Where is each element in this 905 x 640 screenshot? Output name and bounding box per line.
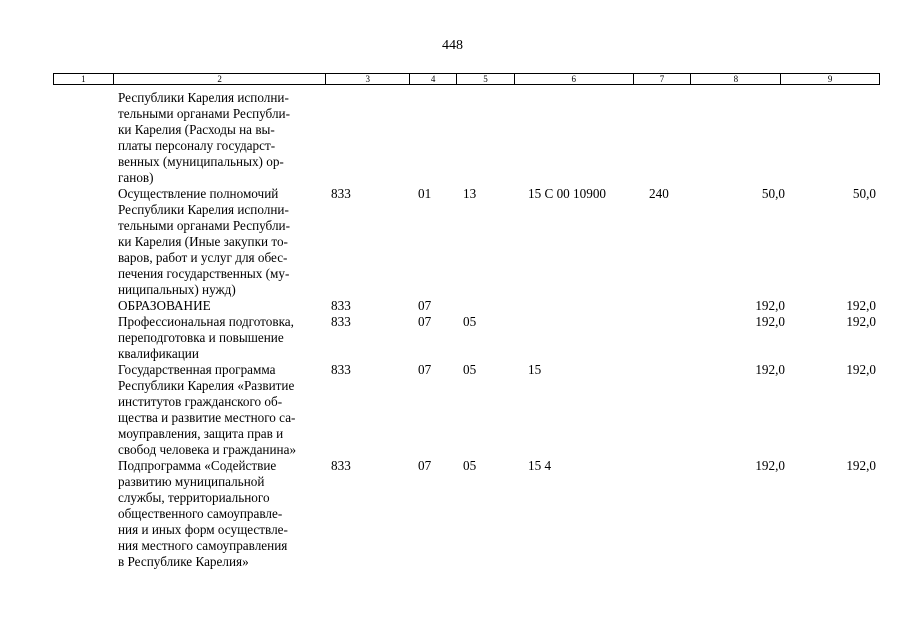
row-col-9: 192,0 xyxy=(846,314,876,329)
column-number-7: 7 xyxy=(634,74,692,84)
column-number-6: 6 xyxy=(515,74,634,84)
column-number-4: 4 xyxy=(410,74,457,84)
row-name: ОБРАЗОВАНИЕ xyxy=(118,298,211,313)
row-col-8: 192,0 xyxy=(755,362,785,377)
row-col-3: 833 xyxy=(331,298,351,313)
table-row xyxy=(0,90,905,186)
row-name: Подпрограмма «Содействие развитию муниципальной службы, территориального общественного самоуправле- ния и иных форм осуществле- ния местного самоуправления в Республике Карелия» xyxy=(118,458,288,569)
row-col-3: 833 xyxy=(331,362,351,377)
row-col-4: 07 xyxy=(418,314,432,329)
row-col-6: 15 xyxy=(528,362,542,377)
column-number-3: 3 xyxy=(326,74,410,84)
row-col-5: 05 xyxy=(463,314,477,329)
row-col-3: 833 xyxy=(331,314,351,329)
row-col-6: 15 С 00 10900 xyxy=(528,186,607,201)
column-number-9: 9 xyxy=(827,74,833,84)
row-col-8: 192,0 xyxy=(755,314,785,329)
row-col-9: 192,0 xyxy=(846,458,876,473)
row-col-8: 192,0 xyxy=(755,458,785,473)
budget-table-body xyxy=(0,90,905,570)
row-col-3: 833 xyxy=(331,458,351,473)
column-number-header xyxy=(53,73,880,85)
row-col-4: 07 xyxy=(418,298,432,313)
row-name: Профессиональная подготовка, переподготовка и повышение квалификации xyxy=(118,314,294,361)
row-col-5: 05 xyxy=(463,362,477,377)
column-number-5: 5 xyxy=(457,74,515,84)
row-col-9: 192,0 xyxy=(846,362,876,377)
row-col-4: 07 xyxy=(418,362,432,377)
row-col-6: 15 4 xyxy=(528,458,552,473)
table-row xyxy=(0,362,905,458)
row-col-8: 50,0 xyxy=(761,186,785,201)
row-col-7: 240 xyxy=(649,186,669,201)
row-col-5: 13 xyxy=(463,186,477,201)
row-col-9: 50,0 xyxy=(852,186,876,201)
row-col-3: 833 xyxy=(331,186,351,201)
row-col-8: 192,0 xyxy=(755,298,785,313)
column-number-1: 1 xyxy=(54,74,114,84)
row-name: Осуществление полномочий Республики Карелия исполни- тельными органами Республи- ки Карелия (Иные закупки то- варов, работ и услуг для обес- печения государственных (му- ниципальных) нужд) xyxy=(118,186,290,297)
row-name: Государственная программа Республики Карелия «Развитие институтов гражданского об- щества и развитие местного са- моуправления, защита прав и свобод человека и гражданина» xyxy=(118,362,297,457)
table-row xyxy=(0,314,905,362)
row-name: Республики Карелия исполни- тельными органами Республи- ки Карелия (Расходы на вы- платы персоналу государст- венных (муниципальных) ор- ганов) xyxy=(118,90,290,185)
page-number: 448 xyxy=(442,38,463,53)
table-row xyxy=(0,458,905,570)
row-col-4: 01 xyxy=(418,186,432,201)
table-row xyxy=(0,186,905,298)
row-col-5: 05 xyxy=(463,458,477,473)
column-number-8: 8 xyxy=(691,74,781,84)
row-col-4: 07 xyxy=(418,458,432,473)
table-row xyxy=(0,298,905,314)
column-number-2: 2 xyxy=(114,74,326,84)
row-col-9: 192,0 xyxy=(846,298,876,313)
